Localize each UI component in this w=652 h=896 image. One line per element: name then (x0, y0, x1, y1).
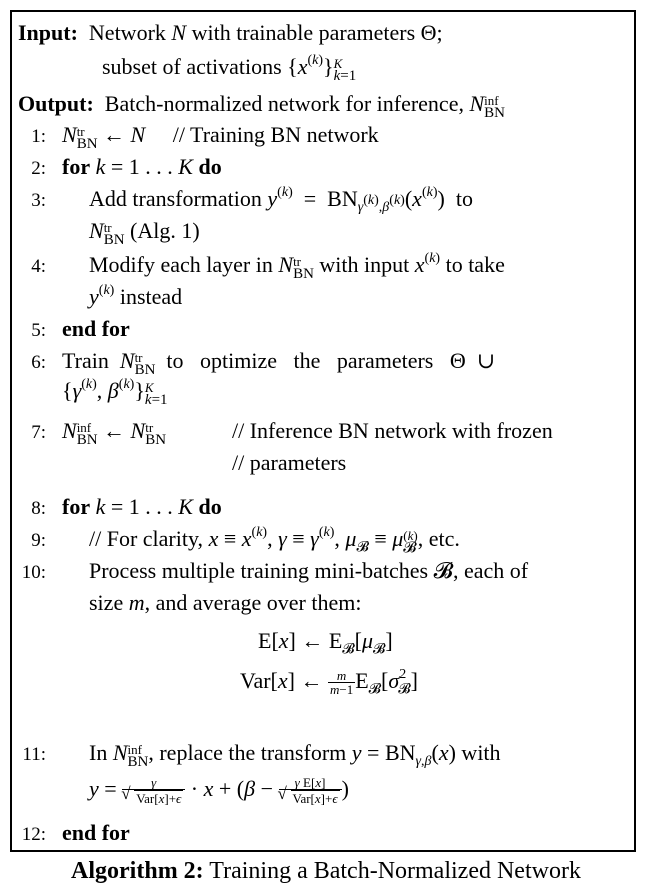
line-number-3: 3: (31, 190, 46, 211)
input-label: Input: (18, 20, 78, 45)
line-11a: In N inf BN , replace the transform $y = BN_{\gamma,\beta}(x)$ with (89, 740, 501, 770)
output-line: Output: Batch-normalized network for inference, N inf BN (18, 91, 505, 121)
line-5: end for (62, 316, 130, 341)
line-3a: Add transformation $y^{(k)} = BN_{\gamma^{(k)},\beta^{(k)}}(x^{(k)})$ to (89, 184, 473, 216)
line-4b: $y^{(k)}$ instead (89, 282, 183, 309)
line-10a: Process multiple training mini-batches 𝓑, each of (89, 558, 529, 583)
line-number-7: 7: (31, 422, 46, 443)
line-1: N tr BN ← N // Training BN network (62, 122, 379, 152)
output-label: Output: (18, 91, 94, 116)
line-number-1: 1: (31, 126, 46, 147)
line-number-9: 9: (31, 530, 46, 551)
line-10b: size m, and average over them: (89, 590, 362, 615)
line-number-10: 10: (21, 562, 46, 583)
line-7-comment-1: // Inference BN network with frozen (232, 418, 553, 443)
line-number-6: 6: (31, 352, 46, 373)
line-8: for k = 1 . . . K do (62, 494, 222, 519)
line-number-8: 8: (31, 498, 46, 519)
line-7a: N inf BN ← N tr BN (62, 418, 167, 448)
caption-text: Training a Batch-Normalized Network (209, 858, 581, 884)
line-4a: Modify each layer in N tr BN with input $x^{(k)}$ to take (89, 250, 505, 282)
equation-mean: E[x] ← $E_𝓑[\mu_𝓑]$ (258, 628, 393, 658)
line-number-5: 5: (31, 320, 46, 341)
line-2: for k = 1 . . . K do (62, 154, 222, 179)
line-12: end for (62, 820, 130, 845)
line-number-4: 4: (31, 256, 46, 277)
line-6b: {$\gamma^{(k)}$, $\beta^{(k)}$} K k=1 (62, 376, 168, 408)
line-number-11: 11: (22, 744, 46, 765)
line-3b: N tr BN (Alg. 1) (89, 218, 200, 248)
input-line-2: subset of activations $\{x^{(k)}\}$ K k=1 (102, 52, 357, 84)
line1-comment: // Training BN network (172, 122, 379, 147)
line-11b: y = γ √ Var[x]+ϵ · x + (β − γ E[x] √ Var[x]+ϵ ) (89, 776, 349, 805)
line-number-2: 2: (31, 158, 46, 179)
line-9: // For clarity, $x \equiv x^{(k)}$, $\gamma \equiv \gamma^{(k)}$, $\mu_𝓑 \equiv \mu$ (k) 𝓑 , etc. (89, 524, 460, 556)
line-number-12: 12: (21, 824, 46, 845)
input-line-1: Input: Network N with trainable parameters Θ; (18, 20, 443, 45)
caption-label: Algorithm 2: (71, 858, 204, 884)
equation-variance: Var[x] ← $\frac{m}{m-1}$ $E_𝓑[\sigma^2_𝓑]$ (240, 666, 418, 698)
algorithm-caption (0, 856, 652, 886)
line-7-comment-2: // parameters (232, 450, 347, 475)
line-6a: Train N tr BN to optimize the parameters Θ ∪ (62, 348, 496, 378)
